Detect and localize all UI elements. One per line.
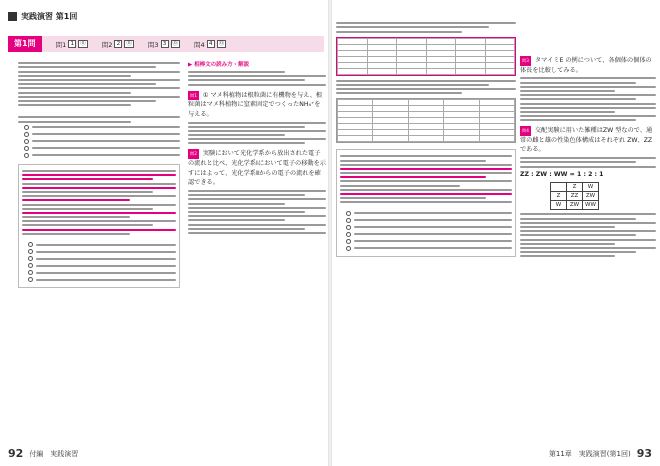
question-text-column	[336, 20, 516, 257]
answer-box[interactable]: ⓪	[80, 41, 86, 47]
choice-item	[346, 218, 512, 223]
question-item-3: 問3 3 ⓪	[147, 40, 179, 49]
choice-table	[336, 98, 516, 143]
choice-item	[28, 242, 176, 247]
page-number: 92	[8, 447, 24, 460]
question-label: 第1問	[8, 36, 42, 52]
choice-item	[28, 263, 176, 268]
page-gutter	[328, 0, 332, 466]
question-item-2: 問2 2 ⓪	[101, 40, 132, 49]
question-item-4: 問4 4 ⓪	[194, 40, 225, 49]
answer-box[interactable]: ⓪	[218, 41, 225, 47]
choice-item	[24, 139, 180, 144]
choice-item	[346, 246, 512, 251]
explanation-tag: 問4	[520, 126, 531, 136]
question-item-1: 問1 1 ⓪	[55, 40, 86, 49]
ratio-text: ZZ : ZW : WW = 1 : 2 : 1	[520, 170, 604, 178]
question-text-column	[18, 60, 180, 288]
genotype-table: Z W Z ZZ ZW W ZW WW	[550, 182, 599, 210]
right-footer: 第11章 実践演習(第1回) 93	[548, 447, 652, 460]
explanation-text: ① マメ科植物は根粒菌に有機物を与え、根粒菌はマメ科植物に窒素固定でつくったNH₄⁺を与える。	[188, 91, 323, 118]
explanation-tag: 問1	[188, 91, 199, 101]
answer-box[interactable]: 1	[68, 40, 76, 48]
choice-item	[24, 125, 180, 130]
title-square-icon	[8, 12, 17, 21]
answer-box[interactable]: 4	[207, 40, 215, 48]
choice-item	[28, 256, 176, 261]
choice-item	[346, 239, 512, 244]
answer-box[interactable]: 3	[161, 40, 169, 48]
question-block-2	[18, 164, 180, 288]
choice-item	[346, 211, 512, 216]
answer-box[interactable]: 2	[114, 40, 122, 48]
explanation-tag: 問2	[188, 149, 199, 159]
choice-item	[346, 232, 512, 237]
question-bar	[8, 36, 324, 52]
explanation-text: タマイミΕ の例について、各個体の個体の体長を比較してみる。	[520, 57, 652, 74]
choice-item	[28, 249, 176, 254]
choice-item	[24, 153, 180, 158]
explanation-column	[520, 56, 656, 259]
explanation-column	[188, 60, 326, 236]
page-number: 93	[636, 447, 652, 460]
choice-item	[24, 146, 180, 151]
right-page	[330, 0, 660, 466]
explanation-text: 実験において光化学系から放出された電子の流れと比べ、光化学系Ⅰにおいて電子の移動を示すにはよって、光化学系Ⅱからの電子の流れを確認できる。	[188, 150, 326, 187]
page-title: 実践演習 第1回	[8, 8, 77, 24]
explanation-heading: ▶ 相棒文の読み方・解説	[188, 62, 250, 68]
answer-box[interactable]: ⓪	[172, 41, 179, 47]
question-block-4	[336, 149, 516, 256]
choice-item	[24, 132, 180, 137]
choice-item	[28, 270, 176, 275]
explanation-text: 交配実験に用いた雑種はZW 型なので、通常の雌と雄の性染色体構成はそれぞれ ZW、ZZ である。	[520, 127, 653, 154]
choice-item	[28, 277, 176, 282]
left-footer: 92 付編 実践演習	[8, 447, 79, 460]
answer-box[interactable]: ⓪	[126, 41, 132, 47]
choice-item	[346, 225, 512, 230]
data-table	[336, 37, 516, 76]
explanation-tag: 問3	[520, 56, 531, 66]
